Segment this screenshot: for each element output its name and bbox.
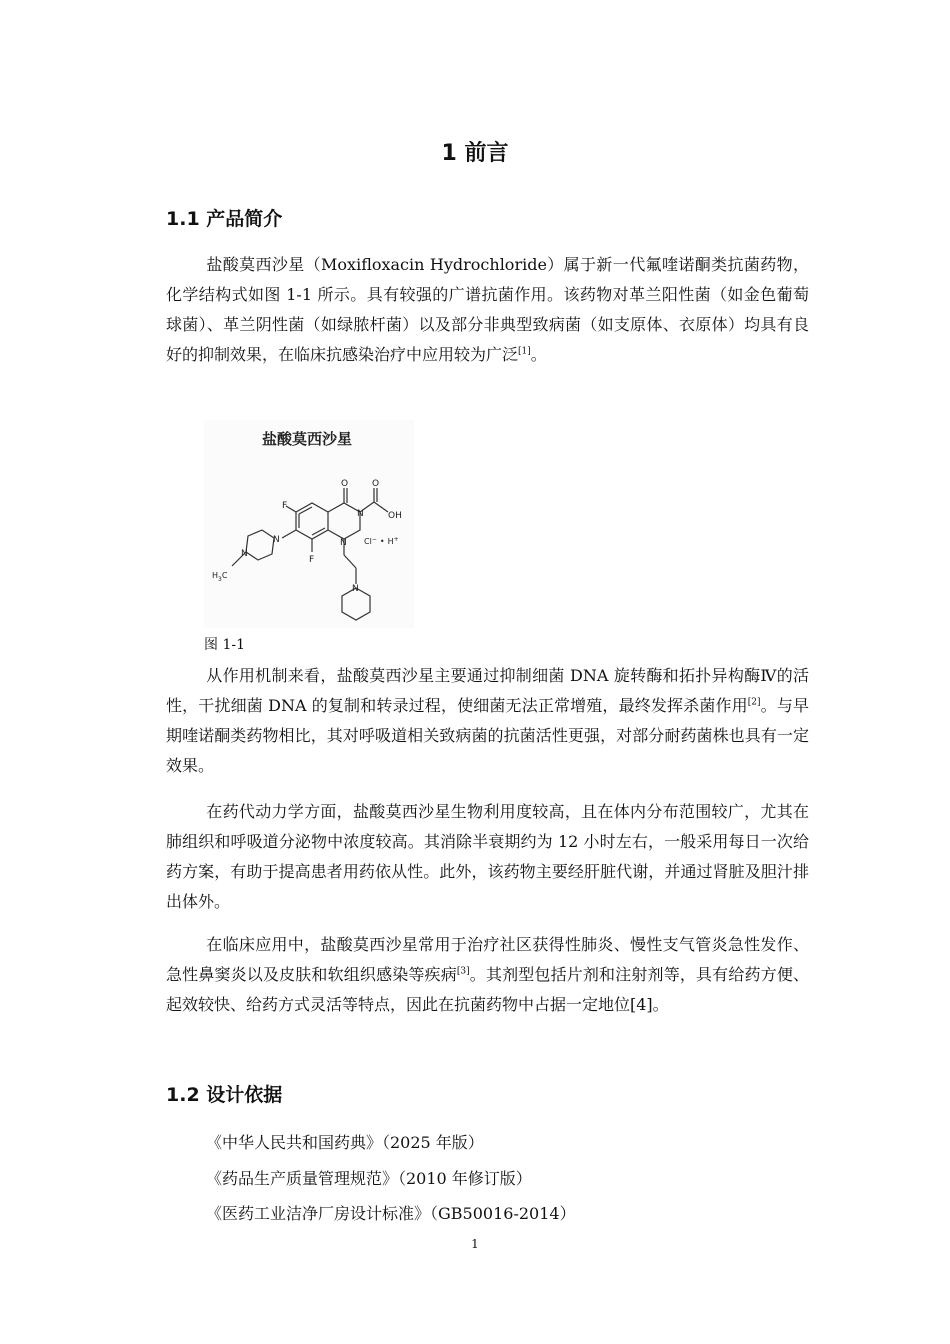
oxygen-ketone-label: O <box>341 479 349 489</box>
paragraph-intro-text: 盐酸莫西沙星（Moxifloxacin Hydrochloride）属于新一代氟喹诺酮类抗菌药物，化学结构式如图 1-1 所示。具有较强的广谱抗菌作用。该药物对革兰阳性菌（如金色葡萄球菌）、革兰阴性菌（如绿脓杆菌）以及部分非典型致病菌（如支原体、衣原体）均具有良好的抑制效果，在临床抗感染治疗中应用较为广泛 <box>166 255 809 364</box>
section-title-product-intro: 1.1 产品简介 <box>166 208 283 230</box>
hydroxyl-label: OH <box>388 511 402 521</box>
fluorine-bottom-label: F <box>309 555 315 565</box>
paragraph-pharmacokinetics-text: 在药代动力学方面，盐酸莫西沙星生物利用度较高，且在体内分布范围较广，尤其在肺组织和呼吸道分泌物中浓度较高。其消除半衰期约为 12 小时左右，一般采用每日一次给药方案，有助于提高患者用药依从性。此外，该药物主要经肝脏代谢，并通过肾脏及胆汁排出体外。 <box>166 802 809 911</box>
citation-3[interactable]: [3] <box>456 966 470 977</box>
paragraph-mechanism-text: 从作用机制来看，盐酸莫西沙星主要通过抑制细菌 DNA 旋转酶和拓扑异构酶Ⅳ的活性，干扰细菌 DNA 的复制和转录过程，使细菌无法正常增殖，最终发挥杀菌作用 <box>166 666 809 715</box>
section-title-design-basis: 1.2 设计依据 <box>166 1084 283 1106</box>
reference-item: 《中华人民共和国药典》（2025 年版） <box>206 1133 484 1152</box>
ring-nitrogen-label: N <box>357 509 364 519</box>
paragraph-intro-end: 。 <box>530 345 547 364</box>
chemical-structure-svg <box>204 420 414 628</box>
citation-2[interactable]: [2] <box>747 697 761 708</box>
structure-bonds <box>232 488 388 620</box>
piperazine-nitrogen-label: N <box>273 535 280 545</box>
chapter-title: 1 前言 <box>441 141 509 166</box>
reference-item: 《医药工业洁净厂房设计标准》（GB50016-2014） <box>206 1204 576 1223</box>
paragraph-mechanism-end: 。与早期喹诺酮类药物相比，其对呼吸道相关致病菌的抗菌活性更强，对部分耐药菌株也具有一定效果。 <box>166 696 809 775</box>
paragraph-clinical-text: 在临床应用中，盐酸莫西沙星常用于治疗社区获得性肺炎、慢性支气管炎急性发作、急性鼻窦炎以及皮肤和软组织感染等疾病 <box>166 935 809 984</box>
paragraph-pharmacokinetics <box>166 797 809 917</box>
paragraph-intro <box>166 250 809 370</box>
counterion-label: Cl− • H+ <box>364 536 399 546</box>
methyl-label: $H_3C$ <box>212 571 228 583</box>
reference-item: 《药品生产质量管理规范》（2010 年修订版） <box>206 1169 532 1188</box>
paragraph-clinical <box>166 930 809 1020</box>
paragraph-mechanism <box>166 661 809 781</box>
paragraph-clinical-end: 。其剂型包括片剂和注射剂等，具有给药方便、起效较快、给药方式灵活等特点，因此在抗菌药物中占据一定地位[4]。 <box>166 965 809 1014</box>
figure-caption: 图 1-1 <box>204 637 245 653</box>
page-number: 1 <box>471 1237 479 1251</box>
ring-nitrogen-2-label: N <box>340 538 347 548</box>
chemical-structure-figure <box>204 420 414 628</box>
figure-title: 盐酸莫西沙星 <box>262 430 353 448</box>
citation-1[interactable]: [1] <box>518 346 531 357</box>
oxygen-acid-label: O <box>372 479 380 489</box>
piperidine-nitrogen-label: N <box>352 584 359 594</box>
piperazine-nitrogen-2-label: N <box>241 549 248 559</box>
fluorine-top-label: F <box>282 501 288 511</box>
